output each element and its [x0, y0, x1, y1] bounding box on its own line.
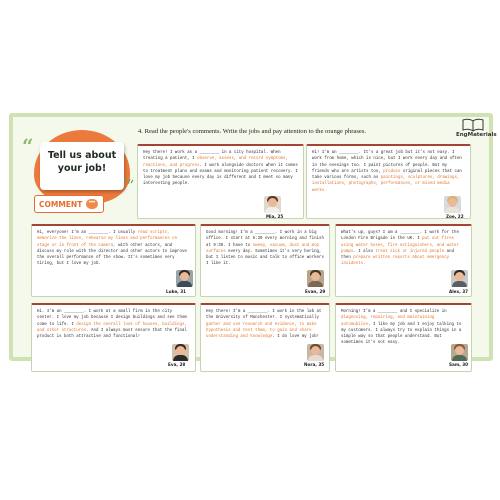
comment-text-segment: every day. Sometimes it's very boring, but I listen to music and talk to office workers I like it. [206, 249, 324, 267]
name-mia: Mia, 25 [266, 214, 284, 219]
comment-text-segment: . I like my job and I enjoy talking to my customers. I always try to explain things in a simple way so that people understand. But sometimes it's not easy. [341, 322, 462, 346]
comment-text-segment: Hey there! I'm a ________. I work in the lab at the University of Manchester. I systematically [206, 310, 322, 321]
comment-text [206, 309, 324, 340]
orange-phrase: sweep, vacuum, dust and mop surfaces [206, 243, 320, 254]
instruction-text: 4. Read the people's comments. Write the jobs and pay attention to the orange phrases. [138, 128, 367, 135]
orange-phrase: prepare written reports about emergency incidents. [341, 256, 450, 267]
comment-text-segment: Good morning! I'm a ________. I work in a big office. I start at 6:30 every morning and finish at 9:30. I have to [206, 231, 324, 248]
comment-text-segment: with other actors, and discuss my role with the director and other actors to improve the overall performance of the show. It's sometimes very tiring, but I love my job. [37, 243, 187, 267]
comment-text [37, 309, 190, 340]
comment-label: COMMENT [34, 195, 104, 213]
avatar-zoe [444, 196, 461, 213]
comment-text [312, 150, 465, 194]
name-nora: Nora, 35 [304, 362, 325, 367]
quote-icon: “ [22, 134, 34, 158]
avatar-nora [307, 344, 324, 361]
orange-phrase: observe, assess, and record symptoms, reactions, and progress [143, 157, 288, 168]
book-icon [462, 118, 484, 132]
avatar-alex [451, 270, 468, 287]
orange-phrase: treat sick or injured people [375, 249, 445, 254]
title-line-2: your job! [57, 163, 107, 174]
comment-text-segment: . I work alongside doctors when it comes to treatment plans and exams and monitoring patient recovery. I love my job because every day is different and I meet so many interesting people. [143, 163, 298, 187]
comment-text [206, 230, 324, 268]
avatar-sam [451, 344, 468, 361]
avatar-luke [176, 270, 193, 287]
comment-text [143, 150, 298, 188]
name-zoe: Zoe, 22 [446, 214, 464, 219]
comment-text [341, 230, 466, 268]
comment-text-segment: Hi. I'm an ________. I work at a small firm in the city center. I love my job because I design buildings and see them come to life. I [37, 310, 187, 327]
name-evan: Evan, 29 [305, 289, 326, 294]
orange-phrase: put out fires using water hoses, fire extinguishers, and water pumps [341, 237, 459, 254]
comment-text-segment: . I do love my job! [272, 335, 320, 340]
name-alex: Alex, 37 [449, 289, 469, 294]
avatar-mia [264, 196, 281, 213]
comment-text-segment: . I also [353, 249, 376, 254]
comment-card-luke [31, 224, 196, 297]
comment-text-segment: What's up, guys? I am a ________. I work for the London Fire Brigade in the UK. I [341, 231, 459, 242]
orange-phrase: produce [383, 169, 401, 174]
comment-text-segment: Hey there! I work as a ________ in a city hospital. When treating a patient, I [143, 151, 281, 162]
logo-text: EngMaterials [456, 132, 497, 138]
comment-text-segment: Morning! I'm a ________ and I specialize in [341, 310, 447, 314]
orange-phrase: design the overall look of houses, buildings, and other structures [37, 322, 187, 333]
sparkle-icon [122, 173, 134, 185]
orange-phrase: diagnosing, repairing, and maintaining automobiles [341, 316, 435, 327]
speech-bubble-icon: ••• [86, 199, 98, 209]
name-luke: Luke, 31 [166, 289, 187, 294]
comment-text-segment: Hi! I'm an ________. It's a great job but it's not easy. I work from home, which is nice, but I work every day and often in the evenings too. I paint pictures of people. But my friends who are artists too, [312, 151, 462, 174]
name-sam: Sam, 30 [449, 362, 469, 367]
avatar-eva [172, 344, 189, 361]
comment-text-segment: and then [341, 249, 455, 261]
orange-phrase: gather and use research and evidence, to make hypothesis and test them, to gain and share understanding and knowledge [206, 322, 317, 340]
comment-text [341, 309, 466, 347]
engmaterials-logo [456, 118, 497, 144]
title-line-1: Tell us about [47, 150, 117, 161]
orange-phrase: read scripts, memorize the lines, rehearse my lines and performances on stage or in front of the camera, [37, 231, 178, 248]
orange-phrase: paintings, sculptures, drawings, installations, photographs, performances, or mixed media works. [312, 176, 460, 193]
comment-text-segment: . And I always must ensure that the final product is both attractive and functional! [37, 328, 187, 340]
comment-text-segment: original pieces that can take various forms, such as [312, 169, 462, 181]
comment-text [37, 230, 190, 268]
avatar-evan [307, 270, 324, 287]
title-card [40, 142, 124, 190]
comment-text-segment: Hi, everyone! I'm an ________. I usually [37, 231, 138, 235]
name-eva: Eva, 28 [168, 362, 186, 367]
